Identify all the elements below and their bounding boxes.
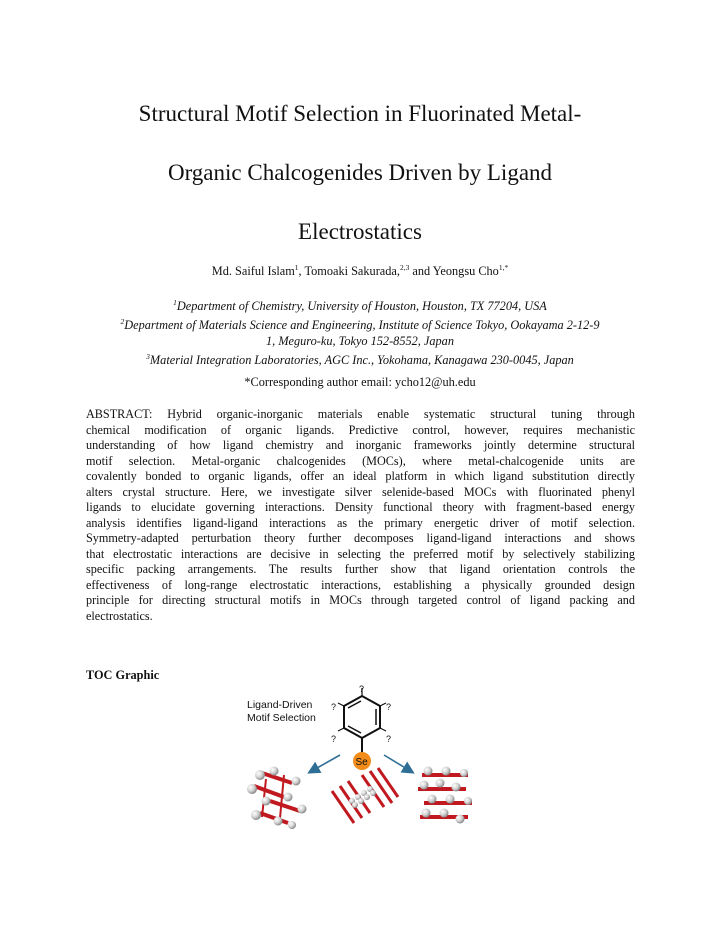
abstract-line: specific packing arrangements. The results further show that ligand orientation controls the [86,562,635,576]
toc-graphic [240,683,490,833]
affiliation-2-continued [60,333,660,349]
abstract-line: understanding of how ligand chemistry and inorganic frameworks jointly determine structural [86,438,635,452]
title-line-1: Structural Motif Selection in Fluorinated Metal- [138,101,582,126]
author-3-affiliation-mark: 1,* [498,263,509,272]
author-list: Md. Saiful Islam$^1$, Tomoaki Sakurada,$^{2,3}$ and Yeongsu Cho$^{1,*}$ [211,263,509,278]
abstract-line: alters crystal structure. Here, we investigate silver selenide-based MOCs with fluorinated phenyl [86,484,635,499]
affiliation-3 [60,349,660,368]
crystal-structure-left-icon [247,767,307,830]
title-line-2: Organic Chalcogenides Driven by Ligand [167,160,553,185]
author-3-name: and Yeongsu Cho [412,264,499,278]
affiliations [60,295,660,368]
abstract-line: ABSTRACT: Hybrid organic-inorganic materials enable systematic structural tuning through [86,407,635,421]
paper-title [60,84,660,261]
author-2-name: Tomoaki Sakurada, [304,264,400,278]
crystal-structure-middle-icon [332,768,398,823]
author-1-affiliation-mark: 1 [294,263,299,272]
graphic-label-line-1: Ligand-Driven [247,699,313,711]
abstract-line: motif selection. Metal-organic chalcogenides (MOCs), where metal-chalcogenide units are [86,453,635,468]
corresponding-email: *Corresponding author email: ycho12@uh.edu [244,375,476,389]
selenium-atom-label: Se [355,757,368,768]
author-2-affiliation-mark: 2,3 [399,263,410,272]
abstract-line: analysis identifies ligand-ligand interactions as the primary energetic driver of motif selection. [86,515,635,530]
affiliation-2 [60,314,660,333]
substituent-question-lower-right: ? [386,734,392,744]
affiliation-1-mark: 1 [173,298,177,307]
affiliation-2-text: Department of Materials Science and Engineering, Institute of Science Tokyo, Ookayama 2-12-9 [124,318,600,332]
affiliation-1 [60,295,660,314]
toc-heading: TOC Graphic [86,668,160,682]
substituent-question-upper-right: ? [386,702,392,712]
affiliation-2-continued-text: 1, Meguro-ku, Tokyo 152-8552, Japan [266,334,454,348]
title-line-3: Electrostatics [298,219,422,244]
abstract [86,407,635,624]
benzene-ring-icon [338,688,386,753]
affiliation-1-text: Department of Chemistry, University of Houston, Houston, TX 77204, USA [176,299,547,313]
abstract-line: ligands to elucidate governing interactions. Density functional theory with fragment-based energy [86,500,635,514]
abstract-line: effectiveness of long-range electrostatic interactions, establishing a physically grounded design [86,577,635,592]
affiliation-3-text: Material Integration Laboratories, AGC Inc., Yokohama, Kanagawa 230-0045, Japan [149,353,574,367]
crystal-structure-right-icon [418,767,472,824]
graphic-label-line-2: Motif Selection [247,712,316,724]
abstract-line: electrostatics. [86,608,153,623]
abstract-line: principle for directing structural motifs in MOCs through targeted control of ligand packing and [86,593,635,607]
substituent-question-top: ? [359,684,365,694]
abstract-line: Symmetry-adapted perturbation theory further decomposes ligand-ligand interactions and shows [86,531,635,545]
affiliation-3-mark: 3 [146,352,150,361]
author-1-name: Md. Saiful Islam [211,264,295,278]
substituent-question-upper-left: ? [331,702,337,712]
substituent-question-lower-left: ? [331,734,337,744]
affiliation-2-mark: 2 [120,317,125,326]
abstract-line: covalently bonded to organic ligands, offer an ideal platform in which ligand substitution directly [86,469,635,483]
arrow-right-icon [384,755,412,772]
abstract-line: that electrostatic interactions are decisive in selecting the preferred motif by selectively stabilizing [86,546,635,561]
abstract-line: chemical modification of organic ligands. Predictive control, however, requires mechanistic [86,422,635,437]
arrow-left-icon [310,755,340,772]
